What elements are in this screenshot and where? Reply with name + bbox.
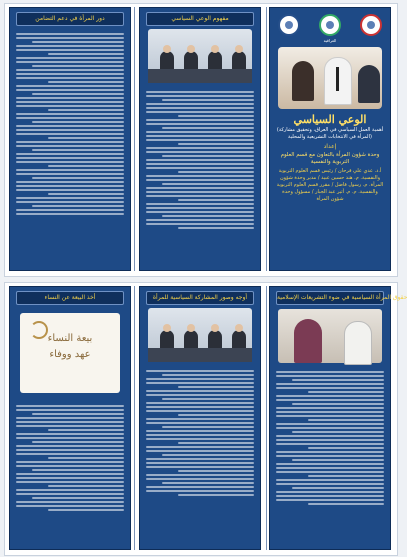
panel-title: أخذ البيعة عن النساء (16, 291, 124, 305)
brochure-outer-sheet (4, 3, 398, 277)
panel-title: مفهوم الوعي السياسي (146, 12, 254, 26)
conference-photo (148, 29, 252, 83)
university-logo (319, 14, 341, 36)
brochure-inner-sheet (4, 282, 407, 556)
panel-political-rights (269, 286, 407, 550)
logo-row (278, 14, 382, 36)
unit-logo (360, 14, 382, 36)
panel-political-awareness-concept (139, 7, 261, 271)
brochure-subtitle: (أهمية العمل السياسي في العراق، وتحقيق مشاركة المرأة في الانتخابات التشريعية والمحلية) (276, 127, 384, 140)
prepared-by: وحدة شؤون المرأة بالتعاون مع قسم العلوم التربوية والنفسية (280, 152, 380, 165)
ministry-logo (278, 14, 300, 36)
two-women-photo (278, 309, 382, 363)
pledge-card (20, 313, 120, 393)
pledge-card-line2: عهد ووفاء (49, 349, 91, 360)
authors: أ.د. عدي علي فرحان / رئيس قسم العلوم التربوية والنفسية. م. هند حسين عبيد / مدير وحدة شؤون المرأة. م. رسول فاضل / مقرر قسم العلوم التربوية والنفسية. م. م. أثير عبد الجبار / مسؤول وحدة شؤون المرأة (276, 168, 384, 202)
panel-pledge-of-women (9, 286, 131, 550)
logo-caption: العراقية (323, 38, 337, 43)
panel-women-role (9, 7, 131, 271)
brochure-heading: الوعي السياسي (293, 113, 367, 126)
body-text (10, 401, 130, 515)
body-text (270, 367, 390, 509)
panel-title: دور المرأة في دعم التضامن (16, 12, 124, 26)
women-at-conference-photo (278, 47, 382, 109)
panel-forms-of-participation (139, 286, 261, 550)
prepared-label: إعداد (323, 143, 337, 150)
panel-title: حقوق المرأة السياسية في ضوء التشريعات الإسلامية (276, 291, 384, 305)
pledge-card-line1: بيعة النساء (47, 333, 93, 344)
body-text (10, 29, 130, 219)
panel-title: أوجه وصور المشاركة السياسية للمرأة (146, 291, 254, 305)
conference-photo (148, 308, 252, 362)
cover-panel (269, 7, 391, 271)
body-text (140, 87, 260, 233)
body-text (140, 366, 260, 500)
